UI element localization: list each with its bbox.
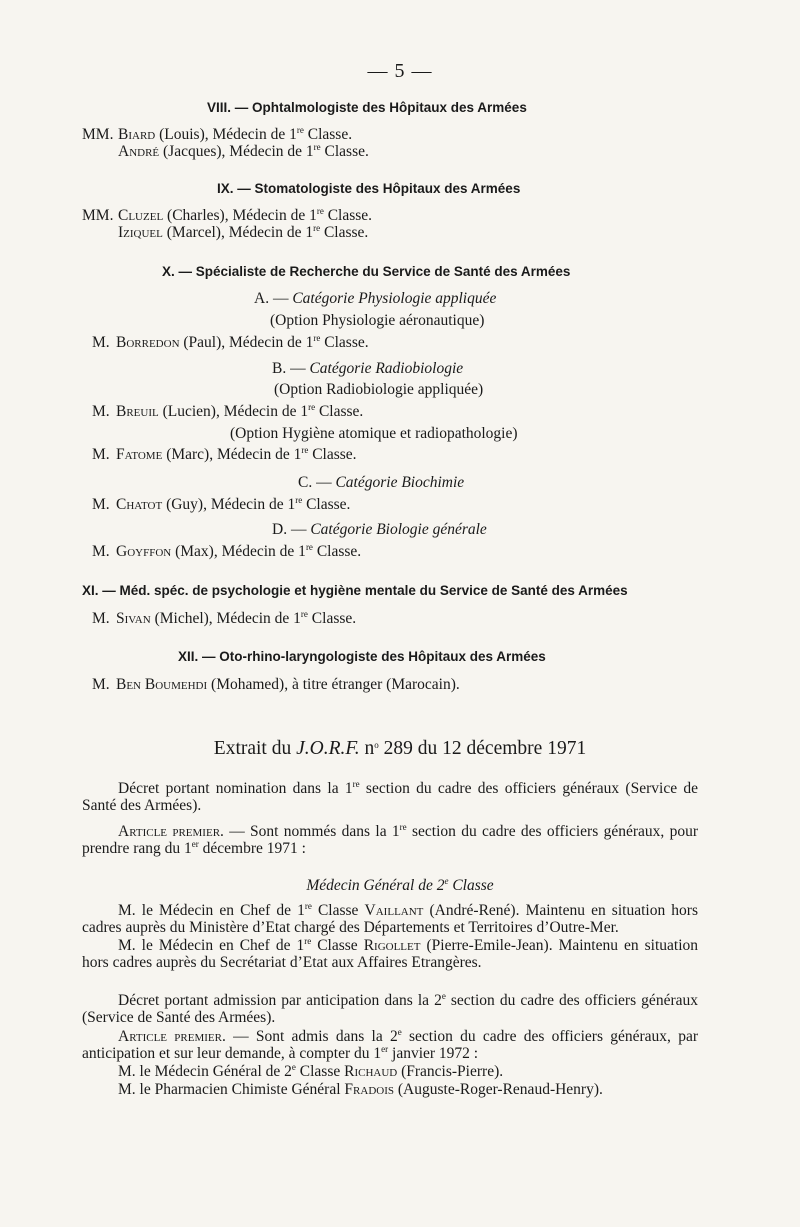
entry-breuil: M. Breuil (Lucien), Médecin de 1re Classe. [92,402,364,420]
entry-ben-boumehdi: M. Ben Boumehdi (Mohamed), à titre étranger (Marocain). [92,676,460,693]
decree2-richaud: M. le Médecin Général de 2e Classe Richaud (Francis-Pierre). [118,1062,504,1080]
section-title-viii: VIII. — Ophtalmologiste des Hôpitaux des Armées [207,100,527,115]
decree2-fradois: M. le Pharmacien Chimiste Général Fradois (Auguste-Roger-Renaud-Henry). [118,1081,603,1098]
category-c: C. — Catégorie Biochimie [298,474,465,491]
decree2-intro: Décret portant admission par anticipation dans la 2e section du cadre des officiers généraux (Service de Santé des Armées). [82,991,698,1026]
decree1-intro: Décret portant nomination dans la 1re section du cadre des officiers généraux (Service de Santé des Armées). [82,779,698,814]
section-title-ix: IX. — Stomatologiste des Hôpitaux des Armées [217,181,521,196]
extract-title: Extrait du J.O.R.F. $n^o$ 289 du 12 décembre 1971 [213,738,587,759]
decree1-rigollet: M. le Médecin en Chef de 1re Classe Rigollet (Pierre-Emile-Jean). Maintenu en situation hors cadres auprès du Secrétariat d’Etat aux Affaires Etrangères. [82,936,698,971]
category-d: D. — Catégorie Biologie générale [272,521,487,538]
decree1-vaillant: M. le Médecin en Chef de 1re Classe Vaillant (André-René). Maintenu en situation hors cadres auprès du Ministère d’Etat chargé des Départements et Territoires d’Outre-Mer. [82,901,698,936]
entry-iziquel: Iziquel (Marcel), Médecin de 1re Classe. [118,223,369,241]
entry-andre: André (Jacques), Médecin de 1re Classe. [118,142,369,160]
entry-sivan: M. Sivan (Michel), Médecin de 1re Classe. [92,609,357,627]
section-title-xii: XII. — Oto-rhino-laryngologiste des Hôpitaux des Armées [178,649,546,664]
category-a: A. — Catégorie Physiologie appliquée [254,290,497,307]
decree2-article: Article premier. — Sont admis dans la 2e section du cadre des officiers généraux, par anticipation et sur leur demande, à compter du 1er janvier 1972 : [82,1027,698,1062]
section-title-xi: XI. — Méd. spéc. de psychologie et hygiène mentale du Service de Santé des Armées [82,583,628,598]
entry-goyffon: M. Goyffon (Max), Médecin de 1re Classe. [92,542,362,560]
category-b: B. — Catégorie Radiobiologie [272,360,464,377]
entry-biard: MM. Biard (Louis), Médecin de 1re Classe. [82,125,353,143]
page-number: — 5 — [367,60,433,82]
entry-borredon: M. Borredon (Paul), Médecin de 1re Classe. [92,333,369,351]
option-a: (Option Physiologie aéronautique) [270,312,485,329]
entry-cluzel: MM. Cluzel (Charles), Médecin de 1re Classe. [82,206,373,224]
entry-fatome: M. Fatome (Marc), Médecin de 1re Classe. [92,445,357,463]
option-b: (Option Radiobiologie appliquée) [274,381,484,398]
entry-chatot: M. Chatot (Guy), Médecin de 1re Classe. [92,495,351,513]
section-title-x: X. — Spécialiste de Recherche du Service de Santé des Armées [162,264,571,279]
decree1-article: Article premier. — Sont nommés dans la 1re section du cadre des officiers généraux, pour prendre rang du 1er décembre 1971 : [82,822,698,857]
decree1-subheading: Médecin Général de 2e Classe [306,876,494,894]
option-b2: (Option Hygiène atomique et radiopathologie) [230,425,518,442]
